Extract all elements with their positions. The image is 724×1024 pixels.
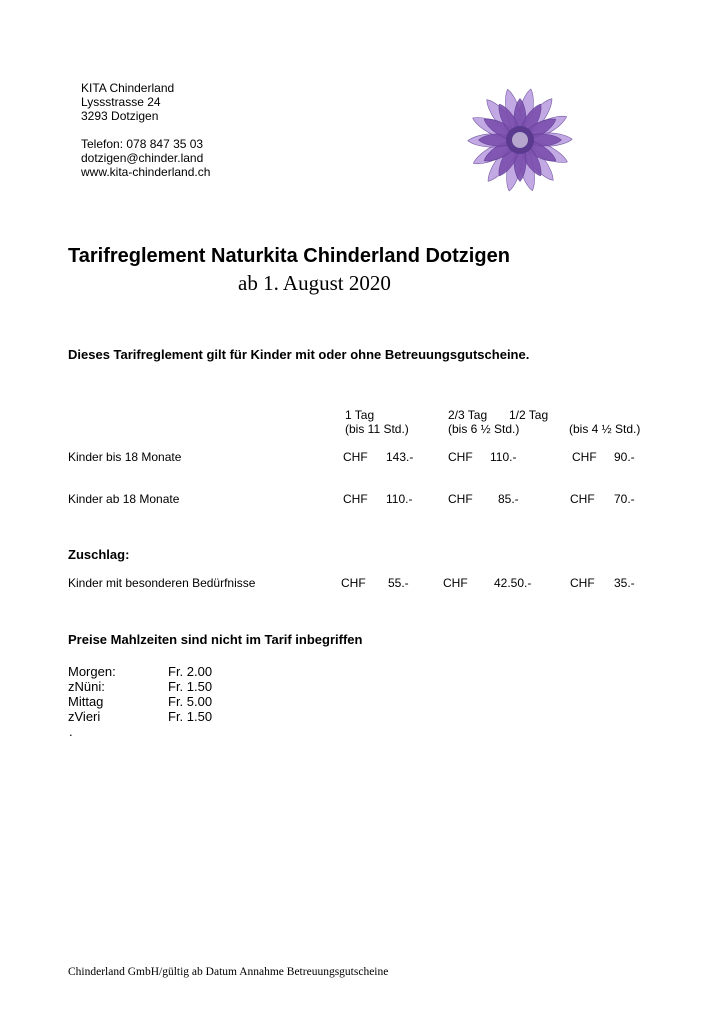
surcharge-label: Kinder mit besonderen Bedürfnisse	[68, 576, 256, 590]
meal-price-4: Fr. 1.50	[168, 709, 213, 724]
row2-cur2: CHF	[448, 492, 473, 506]
col3-sub: (bis 4 ½ Std.)	[569, 422, 641, 436]
org-phone: Telefon: 078 847 35 03	[81, 137, 204, 151]
surcharge-cur2: CHF	[443, 576, 468, 590]
col3-label: 1/2 Tag	[509, 408, 549, 422]
org-website: www.kita-chinderland.ch	[81, 165, 211, 179]
row1-cur1: CHF	[343, 450, 368, 464]
intro-text: Dieses Tarifreglement gilt für Kinder mit oder ohne Betreuungsgutscheine.	[68, 347, 530, 362]
row2-v2: 85.-	[498, 492, 519, 506]
page-subtitle: ab 1. August 2020	[238, 271, 391, 295]
row2-cur1: CHF	[343, 492, 368, 506]
org-email: dotzigen@chinder.land	[81, 151, 204, 165]
row2-v3: 70.-	[614, 492, 635, 506]
org-street: Lyssstrasse 24	[81, 95, 161, 109]
meal-price-2: Fr. 1.50	[168, 679, 213, 694]
col1-label: 1 Tag	[345, 408, 375, 422]
org-name: KITA Chinderland	[81, 81, 175, 95]
row1-v2: 110.-	[490, 450, 517, 464]
meal-price-1: Fr. 2.00	[168, 664, 213, 679]
surcharge-cur1: CHF	[341, 576, 366, 590]
row1-v3: 90.-	[614, 450, 635, 464]
meal-label-2: zNüni:	[68, 679, 105, 694]
trailing-dot: .	[69, 724, 73, 739]
footer-note: Chinderland GmbH/gültig ab Datum Annahme Betreuungsgutscheine	[68, 966, 389, 978]
meal-label-1: Morgen:	[68, 664, 116, 679]
surcharge-v3: 35.-	[614, 576, 635, 590]
surcharge-v2: 42.50.-	[494, 576, 532, 590]
col2-sub: (bis 6 ½ Std.)	[448, 422, 520, 436]
meal-label-4: zVieri	[68, 709, 101, 724]
surcharge-heading: Zuschlag:	[68, 547, 130, 562]
meal-price-3: Fr. 5.00	[168, 694, 213, 709]
row1-cur3: CHF	[572, 450, 597, 464]
row1-cur2: CHF	[448, 450, 473, 464]
meal-label-3: Mittag	[68, 694, 104, 709]
row1-label: Kinder bis 18 Monate	[68, 450, 182, 464]
col1-sub: (bis 11 Std.)	[345, 422, 409, 436]
flower-logo-icon	[452, 78, 592, 202]
row2-v1: 110.-	[386, 492, 413, 506]
surcharge-cur3: CHF	[570, 576, 595, 590]
org-city: 3293 Dotzigen	[81, 109, 159, 123]
row2-cur3: CHF	[570, 492, 595, 506]
col2-label: 2/3 Tag	[448, 408, 488, 422]
meals-heading: Preise Mahlzeiten sind nicht im Tarif inbegriffen	[68, 632, 363, 647]
row2-label: Kinder ab 18 Monate	[68, 492, 180, 506]
page-title: Tarifreglement Naturkita Chinderland Dotzigen	[68, 245, 510, 267]
row1-v1: 143.-	[386, 450, 414, 464]
surcharge-v1: 55.-	[388, 576, 409, 590]
